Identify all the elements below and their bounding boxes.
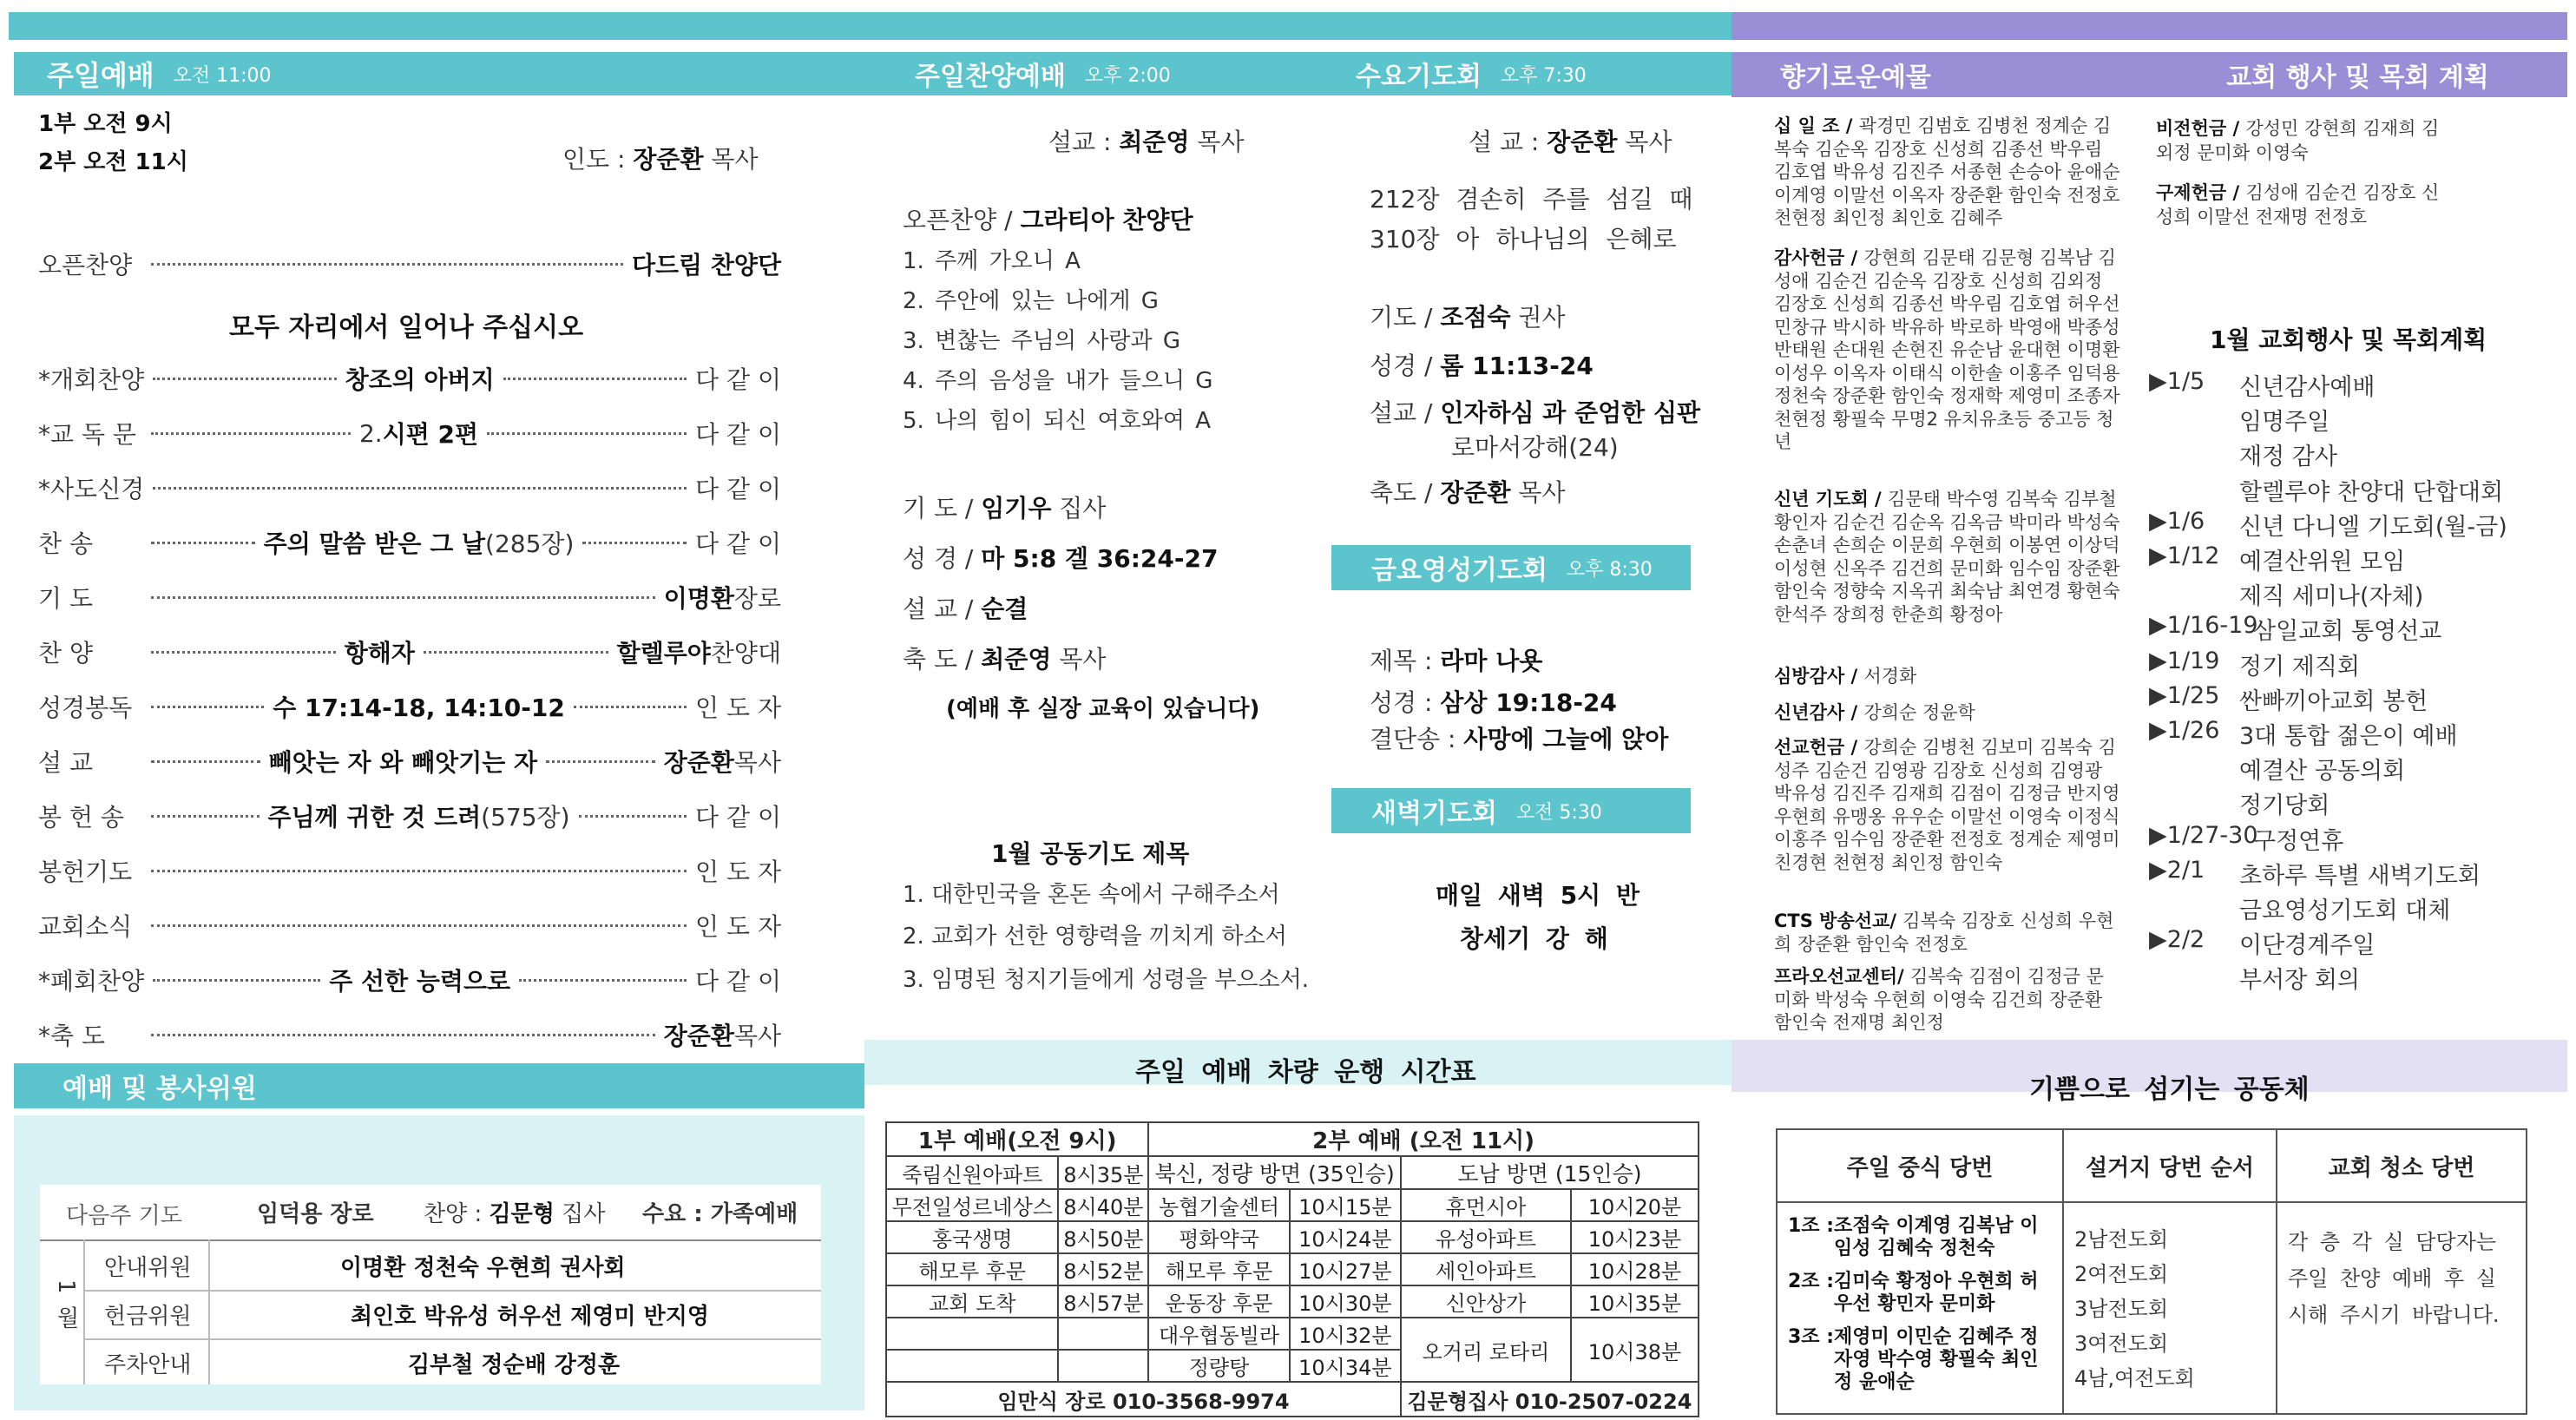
song-item: 1. 주께 가오니 A	[903, 248, 1081, 274]
event-text: 예결산위원 모임	[2239, 549, 2406, 575]
dot-leader	[546, 760, 655, 763]
order-item-role: 찬양대	[710, 639, 782, 667]
meal-team	[1788, 1326, 2052, 1394]
servant-names-0: 이명환 정천숙 우현희 권사회	[340, 1255, 626, 1281]
top-bar-purple	[1732, 12, 2567, 40]
wed-sermon-title: 설교 / 인자하심 과 준엄한 심판	[1370, 398, 1701, 427]
dot-leader	[151, 760, 260, 763]
offering-label: 신년감사 /	[1774, 702, 1864, 723]
event-text: 재정 감사	[2239, 444, 2337, 471]
bus-cell: 홍국생명	[886, 1221, 1058, 1253]
next-week-praise: 찬양 : 김문형 집사	[424, 1201, 606, 1227]
bus-cell: 오거리 로타리	[1401, 1318, 1571, 1382]
bus-schedule-table	[885, 1121, 1699, 1417]
bus-cell: 10시27분	[1290, 1253, 1401, 1285]
worship-leader: 인도 : 장준환 목사	[562, 145, 759, 174]
offering-label: 십 일 조 /	[1774, 115, 1859, 136]
servant-role-2: 주차안내	[104, 1352, 192, 1378]
bus-cell: 유성아파트	[1401, 1221, 1571, 1253]
dish-item: 2여전도회	[2074, 1262, 2169, 1286]
praise-open: 오픈찬양 / 그라티아 찬양단	[903, 206, 1193, 234]
order-row	[38, 361, 781, 396]
praise-prayer: 기 도 / 임기우 집사	[903, 494, 1107, 523]
offering-group	[1774, 736, 2121, 874]
order-row	[38, 1017, 781, 1052]
dot-leader	[153, 979, 320, 982]
order-row	[38, 853, 781, 888]
bus-cell	[1058, 1350, 1148, 1382]
dish-item: 3여전도회	[2074, 1331, 2169, 1356]
order-item-role: 목사	[733, 1022, 781, 1050]
first-service-time: 1부 오전 9시	[38, 111, 173, 137]
second-service-time: 2부 오전 11시	[38, 149, 188, 175]
dot-leader	[153, 487, 687, 490]
order-item-person: 장준환	[663, 748, 734, 777]
servants-divider-2	[83, 1290, 821, 1292]
prayer-topic-1: 1. 대한민국을 혼돈 속에서 구해주소서	[903, 882, 1280, 908]
order-row	[38, 247, 781, 281]
bus-cell: 신안상가	[1401, 1285, 1571, 1318]
dish-item: 2남전도회	[2074, 1227, 2169, 1252]
special-offering-group	[2156, 181, 2442, 229]
meal-team-names: 조점숙 이계영 김복남 이임성 김혜숙 정천숙	[1834, 1215, 2039, 1259]
order-row	[38, 525, 781, 560]
bus-cell: 10시23분	[1571, 1221, 1699, 1253]
order-row	[38, 744, 781, 779]
song-item: 4. 주의 음성을 내가 들으니 G	[903, 368, 1213, 394]
dot-leader	[519, 979, 687, 982]
prayer-topic-3: 3. 임명된 청지기들에게 성령을 부으소서.	[903, 967, 1309, 993]
sunday-worship-header: 주일예배 오전 11:00	[14, 52, 864, 95]
dawn-line-1: 매일 새벽 5시 반	[1436, 881, 1640, 910]
bus-cell: 해모루 후문	[1148, 1253, 1290, 1285]
dish-item: 4남,여전도회	[2074, 1366, 2195, 1390]
plan-title: 1월 교회행사 및 목회계획	[2210, 325, 2487, 354]
dot-leader	[487, 432, 687, 435]
dot-leader	[151, 924, 687, 927]
bus-sub2: 도남 방면 (15인승)	[1401, 1156, 1699, 1189]
bus-cell: 10시34분	[1290, 1350, 1401, 1382]
meal-teams	[1777, 1202, 2063, 1414]
offering-label: 프라오선교센터/	[1774, 966, 1910, 987]
dot-leader	[151, 815, 260, 818]
dot-leader	[579, 815, 687, 818]
praise-worship-header: 주일찬양예배 오후 2:00	[864, 52, 1316, 95]
wed-scripture: 성경 / 롬 11:13-24	[1370, 352, 1594, 380]
order-item-role: 다 같 이	[695, 475, 781, 503]
song-item: 5. 나의 힘이 되신 여호와여 A	[903, 408, 1212, 434]
bus-cell: 운동장 후문	[1148, 1285, 1290, 1318]
order-item-role: 인 도 자	[695, 694, 781, 722]
order-item-person: 할렐루야	[616, 639, 711, 667]
order-item-title: 수 17:14-18, 14:10-12	[273, 694, 565, 722]
order-item-role: 다 같 이	[695, 420, 782, 449]
praise-scripture: 성 경 / 마 5:8 겔 36:24-27	[903, 544, 1219, 573]
meal-team	[1788, 1215, 2052, 1260]
event-date: ▶1/12	[2149, 542, 2220, 569]
bus-cell: 8시40분	[1058, 1189, 1148, 1221]
event-date: ▶1/5	[2149, 368, 2205, 395]
dot-leader	[151, 263, 623, 266]
event-text: 신년감사예배	[2239, 374, 2376, 401]
order-item-person: 이명환	[663, 584, 734, 613]
offering-group	[1774, 247, 2121, 454]
order-item-title: 시편 2편	[382, 420, 479, 449]
bus-cell	[1058, 1318, 1148, 1350]
order-row	[38, 689, 781, 724]
order-row	[38, 416, 781, 450]
dot-leader	[151, 706, 264, 708]
meal-team-label: 3조 :	[1788, 1326, 1835, 1348]
cleaning-duty: 각 층 각 실 담당자는 주일 찬양 예배 후 실시해 주시기 바랍니다.	[2277, 1202, 2527, 1414]
offering-group	[1774, 115, 2121, 230]
dot-leader	[151, 542, 255, 544]
order-item-label: *폐회찬양	[38, 967, 145, 996]
offering-names: 서경화	[1863, 666, 1917, 687]
order-item-title: 주의 말씀 받은 그 날	[263, 529, 486, 558]
order-row	[38, 580, 781, 615]
event-text: 임명주일	[2239, 409, 2330, 437]
servants-vline-1	[83, 1239, 85, 1384]
event-text: 정기 제직회	[2239, 653, 2360, 680]
order-item-label: 찬 송	[38, 529, 93, 558]
duty-h1: 주일 중식 당번	[1777, 1129, 2063, 1202]
bus-cell: 10시24분	[1290, 1221, 1401, 1253]
event-date: ▶1/16-19	[2149, 612, 2258, 640]
offering-group	[1774, 488, 2121, 626]
next-week-prayer: 임덕용 장로	[257, 1201, 374, 1227]
bus-cell	[886, 1318, 1058, 1350]
events-header: 교회 행사 및 목회 계획	[2148, 52, 2567, 97]
duty-h3: 교회 청소 당번	[2277, 1129, 2527, 1202]
order-item-label: 교회소식	[38, 912, 133, 941]
special-offering-group	[2156, 116, 2442, 165]
bus-cell: 10시20분	[1571, 1189, 1699, 1221]
offering-names: 김문태 박수영 김복숙 김부철 황인자 김순건 김순옥 김옥금 박미라 박성숙 손춘녀 손희순 이문희 우현희 이봉연 이상덕 이성현 신옥주 김건희 문미화 임수임 장준환 함인숙 정향숙 지옥귀 최숙남 최연경 황현숙 한석주 장희정 한춘희 황정아	[1774, 489, 2120, 625]
event-text: 부서장 회의	[2239, 967, 2360, 995]
praise-notice: (예배 후 실장 교육이 있습니다)	[946, 696, 1260, 722]
stand-notice: 모두 자리에서 일어나 주십시오	[229, 312, 584, 343]
praise-sermon: 설교 : 최준영 목사	[1048, 128, 1245, 156]
dot-leader	[151, 596, 655, 599]
event-text: 3대 통합 젊은이 예배	[2239, 723, 2458, 750]
bus-cell: 8시57분	[1058, 1285, 1148, 1318]
order-item-title: 주님께 귀한 것 드려	[267, 803, 482, 832]
bus-sub1: 북신, 정량 방면 (35인승)	[1148, 1156, 1401, 1189]
special-offering-label: 구제헌금 /	[2156, 182, 2246, 203]
friday-resolve: 결단송 : 사망에 그늘에 앉아	[1370, 725, 1669, 753]
dot-leader	[574, 706, 687, 708]
order-item-role: 다 같 이	[695, 529, 781, 558]
order-item-role: 인 도 자	[695, 858, 781, 886]
order-row	[38, 908, 781, 943]
event-text: 할렐루야 찬양대 단합대회	[2239, 478, 2504, 506]
order-item-label: 기 도	[38, 584, 93, 613]
praise-sermon-title: 설 교 / 순결	[903, 595, 1028, 623]
offering-names: 곽경민 김범호 김병천 정계순 김복숙 김순옥 김장호 신성희 김종선 박우림 김호엽 박유성 김진주 서종현 손승아 윤애순 이계영 이말선 이옥자 장준환 함인숙 전정호 천현정 최인정 최인호 김혜주	[1774, 115, 2120, 228]
bus-cell: 세인아파트	[1401, 1253, 1571, 1285]
servants-month: 1월	[53, 1279, 79, 1341]
event-text: 삼일교회 통영선교	[2253, 618, 2442, 646]
event-text: 예결산 공동의회	[2239, 758, 2406, 786]
order-row	[38, 470, 781, 505]
friday-header: 금요영성기도회 오후 8:30	[1331, 545, 1691, 590]
event-date: ▶1/27-30	[2149, 821, 2258, 849]
event-text: 금요영성기도회 대체	[2239, 897, 2451, 924]
order-item-label: 설 교	[38, 748, 93, 777]
offering-names: 강희순 정윤학	[1863, 702, 1975, 723]
bus-cell: 10시32분	[1290, 1318, 1401, 1350]
prayer-topic-2: 2. 교회가 선한 영향력을 끼치게 하소서	[903, 924, 1287, 950]
bus-cell: 10시15분	[1290, 1189, 1401, 1221]
offering-names: 김복숙 김점이 김정금 문미화 박성숙 우현희 이영숙 김건희 장준환 함인숙 전재명 최인정	[1774, 966, 2104, 1033]
offering-group	[1774, 910, 2121, 956]
offerings-header: 향기로운예물	[1732, 52, 2148, 97]
event-text: 초하루 특별 새벽기도회	[2239, 862, 2481, 890]
bus-cell: 죽림신원아파트	[886, 1156, 1058, 1189]
bus-contact-1: 임만식 장로 010-3568-9974	[886, 1382, 1401, 1417]
dot-leader	[582, 542, 687, 544]
servants-divider-3	[83, 1338, 821, 1340]
meal-team-names: 김미숙 황정아 우현희 허우선 황민자 문미화	[1834, 1271, 2039, 1315]
meal-team-names: 제영미 이민순 김혜주 정자영 박수영 황필숙 최인정 윤애순	[1834, 1326, 2039, 1393]
offering-label: 심방감사 /	[1774, 666, 1864, 687]
duty-h2: 설거지 당번 순서	[2063, 1129, 2277, 1202]
bus-h2: 2부 예배 (오전 11시)	[1148, 1122, 1699, 1156]
offering-label: 선교헌금 /	[1774, 737, 1864, 758]
wed-hymn-1: 212장 겸손히 주를 섬길 때	[1370, 185, 1693, 214]
offering-group	[1774, 665, 2121, 688]
order-item-label: *축 도	[38, 1022, 105, 1050]
order-row	[38, 799, 781, 833]
order-item-role: 다 같 이	[695, 967, 781, 996]
order-item-label: *사도신경	[38, 475, 145, 503]
bus-cell: 8시35분	[1058, 1156, 1148, 1189]
servant-names-2: 김부철 정순배 강정훈	[408, 1352, 621, 1378]
bus-cell: 10시38분	[1571, 1318, 1699, 1382]
song-item: 2. 주안에 있는 나에게 G	[903, 288, 1159, 314]
order-item-person: 다드림 찬양단	[631, 251, 781, 279]
next-week-prayer-label: 다음주 기도	[66, 1203, 182, 1229]
order-row	[38, 963, 781, 997]
dawn-line-2: 창세기 강 해	[1460, 924, 1608, 953]
event-text: 제직 세미나(자체)	[2239, 583, 2424, 611]
dot-leader	[151, 651, 336, 654]
bus-contact-2: 김문형집사 010-2507-0224	[1401, 1382, 1699, 1417]
wed-sermon: 설 교 : 장준환 목사	[1469, 128, 1672, 156]
order-item-title: 빼앗는 자 와 빼앗기는 자	[268, 748, 538, 777]
community-title: 기쁨으로 섬기는 공동체	[2029, 1075, 2310, 1105]
dawn-header: 새벽기도회 오전 5:30	[1331, 788, 1691, 833]
order-item-title: 항해자	[344, 639, 415, 667]
event-text: 이단경계주일	[2239, 932, 2376, 960]
praise-benediction: 축 도 / 최준영 목사	[903, 645, 1107, 674]
order-item-label: 찬 양	[38, 639, 93, 667]
bus-cell: 휴먼시아	[1401, 1189, 1571, 1221]
event-text: 정기당회	[2239, 792, 2330, 820]
bus-cell: 교회 도착	[886, 1285, 1058, 1318]
prayer-topics-title: 1월 공동기도 제목	[991, 839, 1190, 868]
dot-leader	[151, 870, 687, 872]
offering-names: 강희순 김병천 김보미 김복숙 김성주 김순건 김영광 김장호 신성희 김영광 박유성 김진주 김재희 김점이 김정금 반지영 우현희 유맹옹 유우순 이말선 이영숙 이정식 이홍주 임수임 장준환 전정호 정계순 제영미 친경현 천현정 최인정 함인숙	[1774, 737, 2120, 873]
offering-names: 김복숙 김장호 신성희 우현희 장준환 함인숙 전정호	[1774, 911, 2114, 955]
order-item-hymn-no: (575장)	[481, 803, 570, 832]
order-item-role: 다 같 이	[695, 803, 781, 832]
bus-cell: 평화약국	[1148, 1221, 1290, 1253]
order-item-hymn-no: (285장)	[485, 529, 575, 558]
duty-table	[1776, 1128, 2527, 1415]
friday-scripture: 성경 : 삼상 19:18-24	[1370, 688, 1617, 717]
dot-leader	[151, 1034, 655, 1036]
order-item-role: 목사	[733, 748, 781, 777]
dot-leader	[503, 378, 687, 380]
special-offering-names: 강성민 강현희 김재희 김외정 문미화 이영숙	[2156, 118, 2440, 163]
order-item-label: *개회찬양	[38, 365, 145, 394]
offering-group	[1774, 701, 2121, 725]
special-offering-names: 김성애 김순건 김장호 신성희 이말선 전재명 전정호	[2156, 182, 2440, 227]
order-item-person: 장준환	[663, 1022, 734, 1050]
offering-label: CTS 방송선교/	[1774, 911, 1903, 931]
dot-leader	[151, 432, 351, 435]
wed-prayer: 기도 / 조점숙 권사	[1370, 303, 1566, 332]
servant-role-0: 안내위원	[104, 1255, 192, 1281]
event-date: ▶2/1	[2149, 856, 2205, 884]
friday-theme: 제목 : 라마 나욧	[1370, 647, 1543, 675]
event-text: 구정연휴	[2253, 827, 2344, 855]
servants-header: 예배 및 봉사위원	[14, 1063, 864, 1108]
order-item-label: *교 독 문	[38, 420, 136, 449]
bus-cell	[886, 1350, 1058, 1382]
offering-label: 신년 기도회 /	[1774, 489, 1889, 509]
bus-cell: 10시35분	[1571, 1285, 1699, 1318]
event-text: 싼빠끼아교회 봉헌	[2239, 687, 2428, 715]
bus-cell: 농협기술센터	[1148, 1189, 1290, 1221]
wed-benediction: 축도 / 장준환 목사	[1370, 478, 1566, 507]
wed-hymn-2: 310장 아 하나님의 은혜로	[1370, 225, 1677, 253]
meal-team-label: 2조 :	[1788, 1271, 1835, 1292]
event-date: ▶2/2	[2149, 926, 2205, 954]
meal-team	[1788, 1271, 2052, 1316]
order-item-label: 오픈찬양	[38, 251, 133, 279]
servants-divider-1	[40, 1239, 821, 1241]
order-item-label: 봉헌기도	[38, 858, 133, 886]
bus-title: 주일 예배 차량 운행 시간표	[1135, 1057, 1476, 1088]
servant-names-1: 최인호 박유성 허우선 제영미 반지영	[351, 1304, 709, 1330]
event-date: ▶1/25	[2149, 681, 2220, 709]
offering-group	[1774, 965, 2121, 1035]
offering-label: 감사헌금 /	[1774, 247, 1864, 268]
special-offering-label: 비전헌금 /	[2156, 118, 2246, 139]
event-date: ▶1/6	[2149, 507, 2205, 535]
order-item-prefix: 2.	[358, 418, 383, 448]
order-row	[38, 634, 781, 669]
order-item-label: 성경봉독	[38, 694, 133, 722]
bus-cell: 정량탕	[1148, 1350, 1290, 1382]
servants-vline-2	[208, 1239, 210, 1384]
dot-leader	[424, 651, 608, 654]
order-item-role: 인 도 자	[695, 912, 781, 941]
offering-names: 강현희 김문태 김문형 김복남 김성애 김순건 김순옥 김장호 신성희 김외정 김장호 신성희 김종선 박우림 김호엽 허우선 민창규 박시하 박유하 박로하 박영애 박종성 반태원 손대원 손현진 유순남 윤대현 이명환 이성우 이옥자 이태식 이한솔 이홍주 임덕용 정천숙 장준환 함인숙 정재학 제영미 조종자 천현정 황필숙 무명2 유치유초등 중고등 청년	[1774, 247, 2120, 452]
servant-role-1: 헌금위원	[104, 1304, 192, 1330]
order-item-role: 다 같 이	[695, 365, 782, 394]
top-bar-teal	[9, 12, 1732, 40]
event-date: ▶1/26	[2149, 717, 2220, 744]
next-week-wednesday: 수요 : 가족예배	[642, 1201, 798, 1227]
bus-cell: 10시30분	[1290, 1285, 1401, 1318]
meal-team-label: 1조 :	[1788, 1215, 1835, 1237]
bus-cell: 8시52분	[1058, 1253, 1148, 1285]
bus-cell: 해모루 후문	[886, 1253, 1058, 1285]
bus-h1: 1부 예배(오전 9시)	[886, 1122, 1148, 1156]
order-item-role: 장로	[733, 584, 781, 613]
wed-sermon-series: 로마서강해(24)	[1451, 433, 1619, 462]
bus-cell: 대우협동빌라	[1148, 1318, 1290, 1350]
bus-cell: 10시28분	[1571, 1253, 1699, 1285]
dot-leader	[153, 378, 336, 380]
event-text: 신년 다니엘 기도회(월-금)	[2239, 513, 2507, 541]
event-date: ▶1/19	[2149, 647, 2220, 674]
dish-item: 3남전도회	[2074, 1297, 2169, 1321]
order-item-title: 창조의 아버지	[345, 365, 495, 394]
order-item-label: 봉 헌 송	[38, 803, 124, 832]
bus-cell: 8시50분	[1058, 1221, 1148, 1253]
order-item-title: 주 선한 능력으로	[329, 967, 511, 996]
bus-cell: 무전일성르네상스	[886, 1189, 1058, 1221]
wednesday-header: 수요기도회 오후 7:30	[1316, 52, 1732, 95]
dish-order	[2063, 1202, 2277, 1414]
song-item: 3. 변찮는 주님의 사랑과 G	[903, 328, 1181, 354]
